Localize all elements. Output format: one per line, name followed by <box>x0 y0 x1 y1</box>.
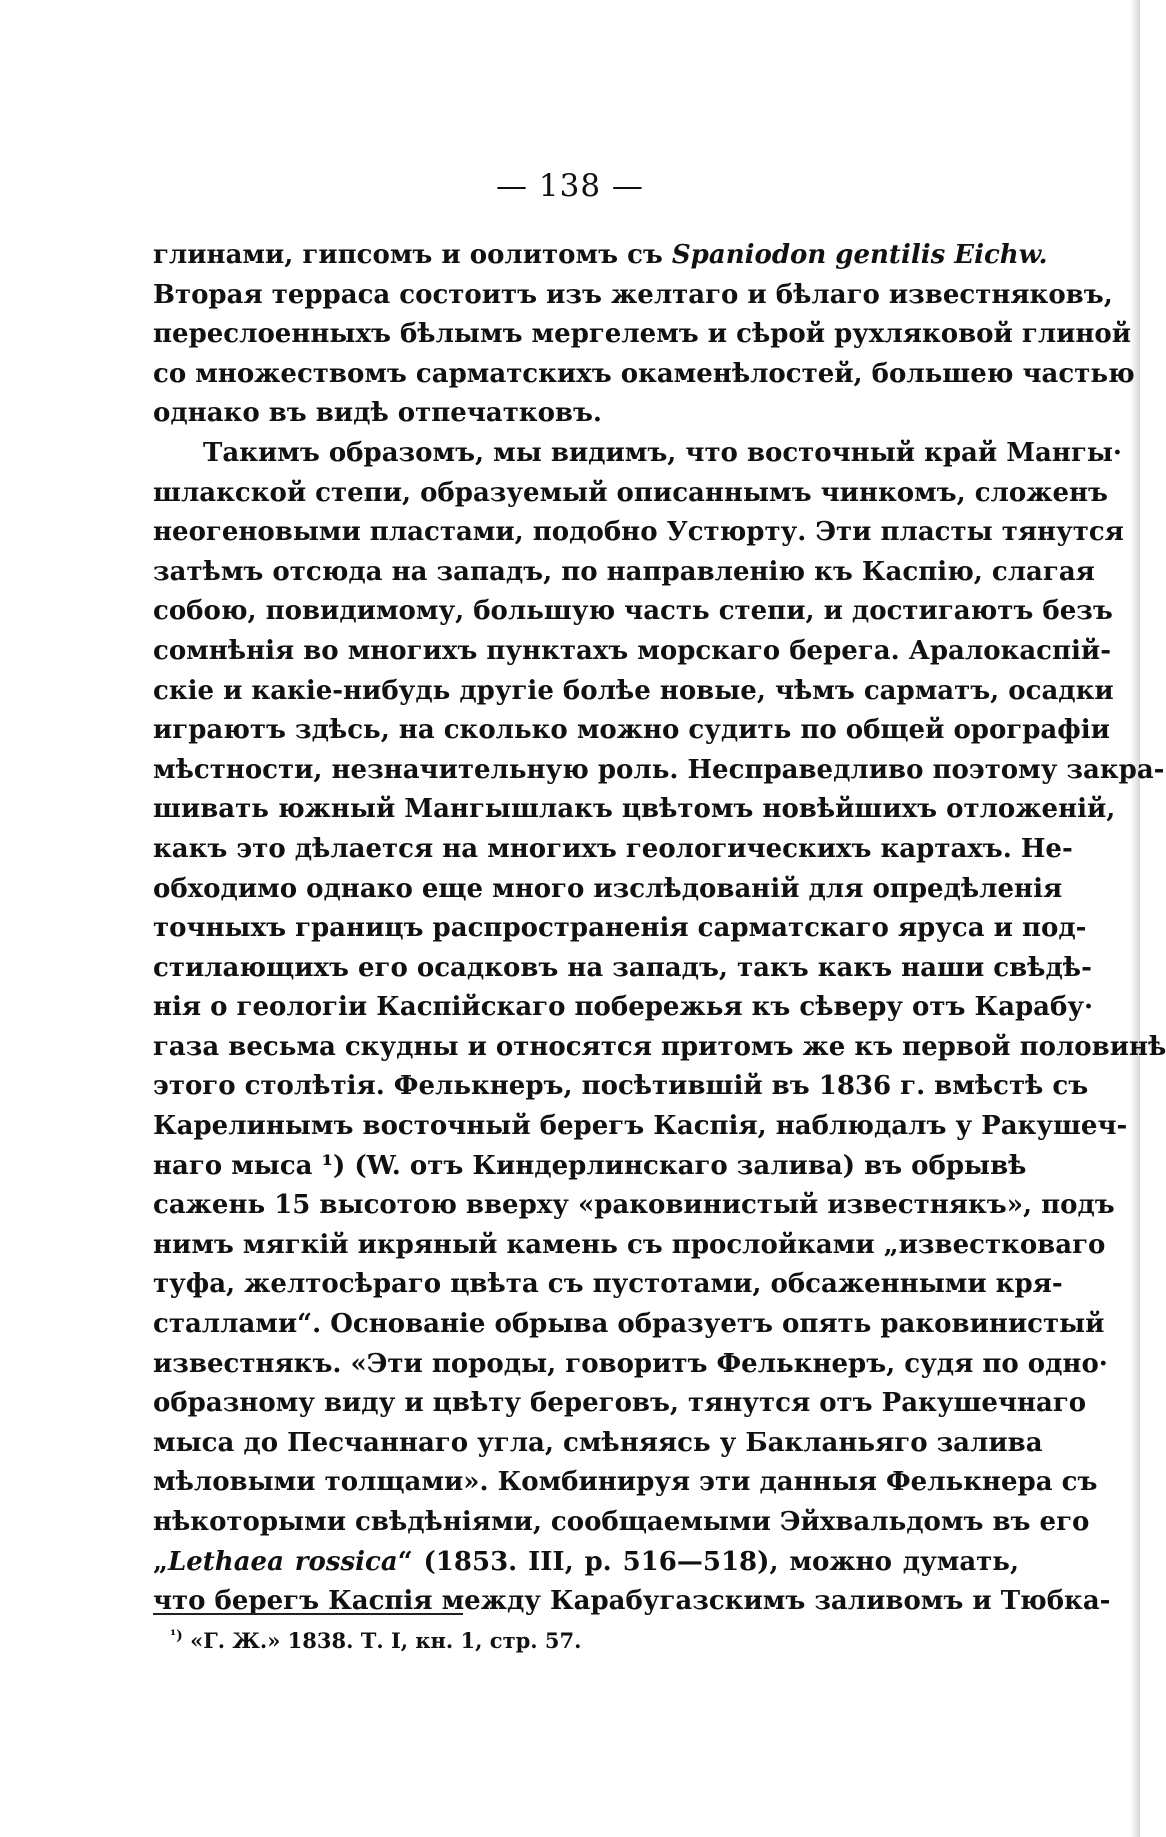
line-text: сомнѣнія во многихъ пунктахъ морскаго берега. Аралокаспій- <box>153 635 1111 666</box>
line-text: этого столѣтія. Фелькнеръ, посѣтившій въ 1836 г. вмѣстѣ съ <box>153 1071 1089 1102</box>
text-line <box>153 474 1108 514</box>
line-text: шлакской степи, образуемый описаннымъ чинкомъ, сложенъ <box>153 477 1108 508</box>
text-line <box>153 1345 1108 1385</box>
text-line <box>153 1503 1090 1543</box>
italic-text: Lethaea rossica <box>167 1546 398 1577</box>
text-line <box>153 1147 1027 1187</box>
line-text: мѣстности, незначительную роль. Несправедливо поэтому закра- <box>153 754 1165 785</box>
text-line <box>153 553 1095 593</box>
text-line <box>153 1226 1106 1266</box>
text-line <box>153 592 1113 632</box>
text-line <box>153 434 1122 474</box>
line-text: стилающихъ его осадковъ на западъ, такъ какъ наши свѣдѣ- <box>153 952 1092 983</box>
line-text: со множествомъ сарматскихъ окаменѣлостей, большею частью <box>153 358 1135 389</box>
line-text: затѣмъ отсюда на западъ, по направленію къ Каспію, слагая <box>153 556 1095 587</box>
text-line <box>153 1384 1087 1424</box>
page-edge-shadow <box>1130 0 1140 1837</box>
line-text: газа весьма скудны и относятся притомъ же къ первой половинѣ <box>153 1031 1166 1062</box>
text-line <box>153 711 1110 751</box>
line-text: Вторая терраса состоитъ изъ желтаго и бѣлаго известняковъ, <box>153 279 1113 310</box>
line-text: нимъ мягкій икряный камень съ прослойками „известковаго <box>153 1229 1106 1260</box>
text-line <box>153 830 1073 870</box>
text-line <box>153 988 1094 1028</box>
line-text: шивать южный Мангышлакъ цвѣтомъ новѣйшихъ отложеній, <box>153 794 1116 825</box>
text-line <box>153 1265 1063 1305</box>
text-line <box>153 870 1063 910</box>
footnote <box>170 1628 581 1653</box>
text-line <box>153 672 1114 712</box>
text-line <box>153 1186 1115 1226</box>
line-text: играютъ здѣсь, на сколько можно судить по общей орографіи <box>153 715 1110 746</box>
line-text: переслоенныхъ бѣлымъ мергелемъ и сѣрой рухляковой глиной <box>153 319 1132 350</box>
line-text: наго мыса ¹) (W. отъ Киндерлинскаго залива) въ обрывѣ <box>153 1150 1027 1181</box>
text-line <box>153 513 1124 553</box>
footnote-marker: ¹) <box>170 1628 183 1644</box>
line-text: какъ это дѣлается на многихъ геологическихъ картахъ. Не- <box>153 833 1073 864</box>
text-line <box>153 1305 1105 1345</box>
italic-text: Spaniodon gentilis Eichw. <box>671 240 1048 270</box>
line-text: что берегъ Каспія между Карабугазскимъ заливомъ и Тюбка- <box>153 1586 1111 1617</box>
line-text: сажень 15 высотою вверху «раковинистый известнякъ», подъ <box>153 1190 1115 1221</box>
line-text: собою, повидимому, большую часть степи, и достигаютъ безъ <box>153 596 1113 627</box>
line-text: неогеновыми пластами, подобно Устюрту. Эти пласты тянутся <box>153 517 1124 548</box>
text-line <box>153 315 1132 355</box>
line-text: однако въ видѣ отпечатковъ. <box>153 398 602 429</box>
text-line <box>153 1107 1128 1147</box>
text-line <box>153 1582 1111 1622</box>
footnote-rule <box>153 1613 463 1615</box>
text-line <box>153 1028 1166 1068</box>
line-text: мыса до Песчаннаго угла, смѣняясь у Бакланьяго залива <box>153 1427 1043 1458</box>
text-line <box>153 276 1113 316</box>
line-text: Такимъ образомъ, мы видимъ, что восточный край Мангы· <box>203 437 1122 468</box>
line-text: Карелинымъ восточный берегъ Каспія, наблюдалъ у Ракушеч- <box>153 1111 1128 1142</box>
line-text: нія о геологіи Каспійскаго побережья къ сѣверу отъ Карабу· <box>153 992 1094 1023</box>
text-line <box>153 236 1048 276</box>
text-line <box>153 355 1135 395</box>
text-line <box>153 751 1165 791</box>
text-line <box>153 1424 1043 1464</box>
line-text: сталлами“. Основаніе обрыва образуетъ опять раковинистый <box>153 1309 1105 1340</box>
text-line <box>153 394 1019 434</box>
text-line <box>153 1463 1098 1503</box>
line-text: „ <box>153 1546 168 1577</box>
line-text: глинами, гипсомъ и оолитомъ съ <box>153 240 672 270</box>
line-text: мѣловыми толщами». Комбинируя эти данныя Фелькнера съ <box>153 1467 1098 1498</box>
text-line <box>153 1067 1089 1107</box>
footnote-text: «Г. Ж.» 1838. Т. I, кн. 1, стр. 57. <box>190 1628 582 1653</box>
line-text: известнякъ. «Эти породы, говоритъ Фелькнеръ, судя по одно· <box>153 1348 1108 1379</box>
line-text: обходимо однако еще много изслѣдованій для опредѣленія <box>153 873 1063 904</box>
line-text: скіе и какіе-нибудь другіе болѣе новые, чѣмъ сарматъ, осадки <box>153 675 1114 706</box>
body-text <box>153 236 1166 1622</box>
text-line <box>153 790 1116 830</box>
line-text: туфа, желтосѣраго цвѣта съ пустотами, обсаженными кря- <box>153 1269 1063 1300</box>
text-line <box>153 909 1087 949</box>
line-text: нѣкоторыми свѣдѣніями, сообщаемыми Эйхвальдомъ въ его <box>153 1507 1090 1537</box>
text-line <box>153 949 1092 989</box>
text-line <box>153 632 1111 672</box>
line-text-tail: “ (1853. III, p. 516—518), можно думать, <box>397 1546 1019 1577</box>
line-text: образному виду и цвѣту береговъ, тянутся отъ Ракушечнаго <box>153 1388 1087 1419</box>
line-text: точныхъ границъ распространенія сарматскаго яруса и под- <box>153 913 1087 944</box>
text-line <box>153 1543 1019 1583</box>
page-number: — 138 — <box>496 168 644 204</box>
